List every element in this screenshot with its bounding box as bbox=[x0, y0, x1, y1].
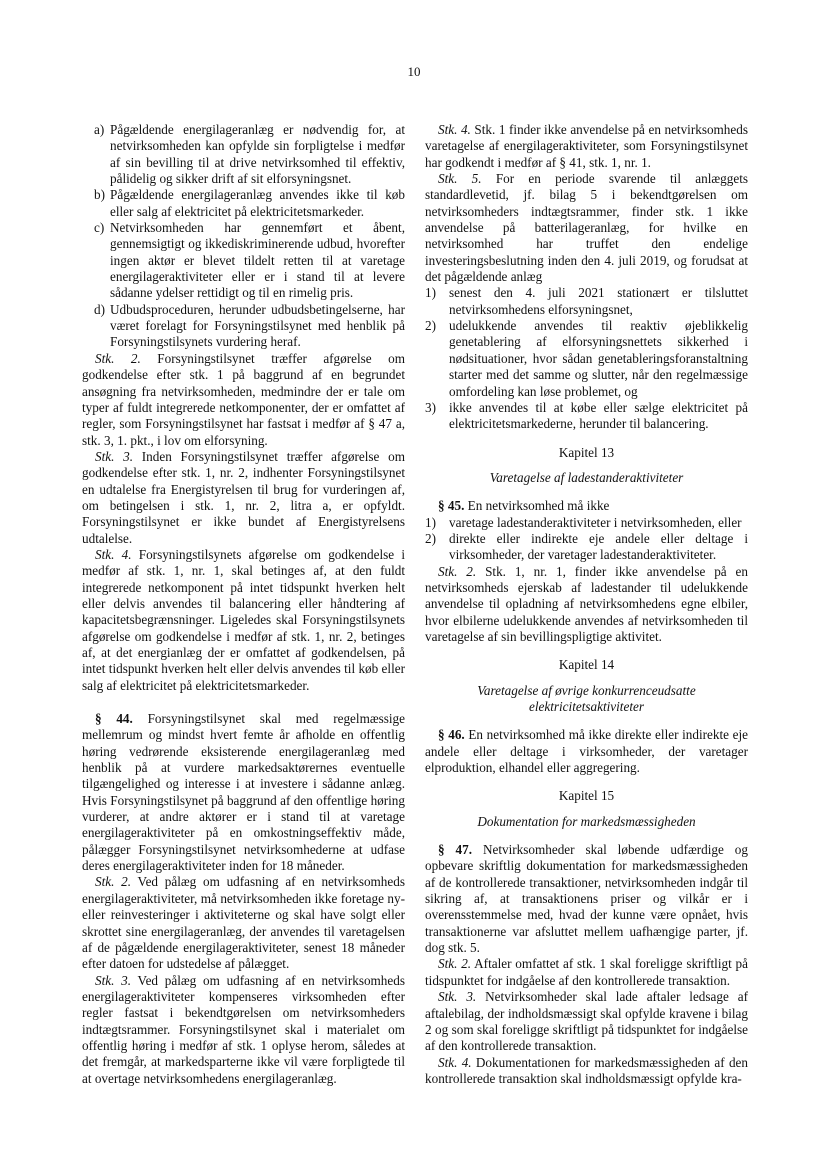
paragraph-text: Forsyningstilsynet skal med regelmæssige mellemrum og mindst hvert femte år afholde en offentlig høring vedrørende eksisterende energilageranlæg med henblik på at vurdere markedsaktørernes eventuelle tilgængelighed og interesse i at investere i sådanne anlæg. Hvis Forsyningstilsynet på baggrund af den offentlige høring vurderer, at andre aktører er i stand til at varetage energilageraktiviteter på en omkostningseffektiv måde, pålægger Forsyningstilsynet netvirksomhederne at udfase deres energilageraktiviteter inden for 18 måneder. bbox=[82, 711, 405, 874]
section-label: § 44. bbox=[95, 711, 133, 727]
list-item-text: Netvirksomheden har gennemført et åbent, gennemsigtigt og ikkediskriminerende udbud, hvorefter ingen aktør er blevet tildelt retten til at varetage energilageraktiviteter eller er i stand til at levere sådanne ydelser rettidigt og til en rimelig pris. bbox=[110, 220, 405, 301]
list-item-2 bbox=[425, 531, 748, 564]
list-marker: 1) bbox=[425, 514, 436, 530]
list-marker: d) bbox=[94, 301, 105, 317]
list-45-items bbox=[425, 515, 748, 564]
paragraph-text: Dokumentationen for markedsmæssigheden af den kontrollerede transaktion skal indholdsmæssigt opfylde kra- bbox=[425, 1054, 748, 1086]
list-item-c bbox=[82, 220, 405, 302]
paragraph-text: For en periode svarende til anlæggets standardlevetid, jf. bilag 5 i bekendtgørelsen om netvirksomheders indtægtsrammer, finder stk. 1 ikke anvendelse på batterilageranlæg, for hvilke en netvirksomhed har truffet den endelige investeringsbeslutning inden den 4. juli 2019, og forudsat at det pågældende anlæg bbox=[425, 171, 748, 285]
stk-label: Stk. 3. bbox=[95, 448, 134, 464]
paragraph-text: En netvirksomhed må ikke direkte eller indirekte eje andele eller deltage i virksomheder, der varetager elproduktion, elhandel eller aggregering. bbox=[425, 727, 749, 776]
list-item-text: Udbudsproceduren, herunder udbudsbetingelserne, har været forelagt for Forsyningstilsynet med henblik på Forsyningstilsynets vurdering heraf. bbox=[110, 301, 405, 350]
paragraph-text: Aftaler omfattet af stk. 1 skal foreligge skriftligt på tidspunktet for indgåelse af den kontrollerede transaktion. bbox=[425, 956, 748, 988]
chapter-14-heading: Kapitel 14 bbox=[558, 657, 615, 673]
paragraph-text: Netvirksomheder skal løbende udfærdige og opbevare skriftlig dokumentation for markedsmæssigheden af de kontrollerede transaktioner, netvirksomheden indgår til sikring af, at transaktionens priser og vilkår er i overensstemmelse med, hvad der kunne være opnået, hvis transaktionerne var afsluttet mellem uafhængige parter, jf. dog stk. 5. bbox=[425, 842, 748, 956]
paragraph-43-stk3 bbox=[82, 449, 405, 547]
right-column bbox=[425, 122, 748, 1087]
paragraph-44-stk5 bbox=[425, 171, 748, 285]
left-column bbox=[82, 122, 405, 1087]
list-marker: 2) bbox=[425, 530, 436, 546]
list-item-d bbox=[82, 302, 405, 351]
paragraph-44-stk4 bbox=[425, 122, 748, 171]
paragraph-text: Ved pålæg om udfasning af en netvirksomheds energilageraktiviteter kompenseres virksomheden efter regler fastsat i bekendtgørelsen om netvirksomheders indtægtsrammer. Forsyningstilsynet skal i materialet om offentlig høring i medfør af stk. 1 oplyse herom, således at det fremgår, at markedsparterne ikke vil være forpligtede til at overtage netvirksomhedens energilageranlæg. bbox=[82, 972, 405, 1086]
chapter-15-title: Dokumentation for markedsmæssigheden bbox=[477, 813, 696, 829]
list-item-a bbox=[82, 122, 405, 187]
paragraph-47-stk2 bbox=[425, 956, 748, 989]
paragraph-43-stk2 bbox=[82, 351, 405, 449]
stk-label: Stk. 4. bbox=[95, 546, 132, 562]
paragraph-text: Stk. 1, nr. 1, finder ikke anvendelse på en netvirksomheds ejerskab af ladestander til udelukkende anvendelse til opladning af netvirksomhedens egne elbiler, hvor elbilerne udelukkende anvendes af netvirksomheden til varetagelse af sin bevillingspligtige aktivitet. bbox=[425, 563, 748, 644]
chapter-13-title: Varetagelse af ladestanderaktiviteter bbox=[489, 469, 684, 485]
chapter-14-title: Varetagelse af øvrige konkurrenceudsatte elektricitetsaktiviteter bbox=[477, 682, 696, 714]
paragraph-text: En netvirksomhed må ikke bbox=[464, 498, 610, 514]
list-letter-items bbox=[82, 122, 405, 351]
paragraph-text: Forsyningstilsynet træffer afgørelse om godkendelse efter stk. 1 på baggrund af en begrundet ansøgning fra netvirksomheden, medmindre der er tale om typer af fuldt integrerede netkomponenter, der er omfattet af regler, som Forsyningstilsynet har fastsat i medfør af § 47 a, stk. 3, 1. pkt., i lov om elforsyning. bbox=[82, 350, 405, 448]
section-44 bbox=[82, 711, 405, 874]
list-item-text: udelukkende anvendes til reaktiv øjeblikkelig genetablering af elforsyningsnettets sikkerhed i nødsituationer, hvor sådan genetableringsforanstaltning starter med det samme og slutter, når den regelmæssige omfordeling kan løse problemet, og bbox=[449, 318, 748, 399]
page-number: 10 bbox=[407, 64, 421, 79]
stk-label: Stk. 2. bbox=[95, 350, 141, 366]
section-label: § 47. bbox=[438, 842, 473, 858]
paragraph-47-stk4 bbox=[425, 1055, 748, 1088]
list-marker: 2) bbox=[425, 318, 436, 334]
list-item-3 bbox=[425, 400, 748, 433]
paragraph-text: Inden Forsyningstilsynet træffer afgørelse om godkendelse efter stk. 1, nr. 2, indhenter Forsyningstilsynet en udtalelse fra Energistyrelsen til brug for vurderingen af, om betingelsen i stk. 1, nr. 2, litra a, er opfyldt. Forsyningstilsynet er ikke bundet af Energistyrelsens udtalelse. bbox=[82, 448, 405, 546]
stk-label: Stk. 3. bbox=[95, 972, 132, 988]
stk-label: Stk. 4. bbox=[438, 1054, 472, 1070]
section-45 bbox=[425, 498, 748, 514]
paragraph-43-stk4 bbox=[82, 547, 405, 694]
paragraph-45-stk2 bbox=[425, 564, 748, 646]
list-item-b bbox=[82, 187, 405, 220]
section-label: § 46. bbox=[438, 727, 465, 743]
stk-label: Stk. 3. bbox=[438, 989, 477, 1005]
list-stk5-items bbox=[425, 285, 748, 432]
section-label: § 45. bbox=[438, 498, 465, 514]
stk-label: Stk. 2. bbox=[438, 563, 477, 579]
list-item-text: Pågældende energilageranlæg er nødvendig for, at netvirksomheden kan opfylde sin forpligtelse i medfør af sin bevilling til at drive netvirksomhed til effektiv, pålidelig og sikker drift af sit elforsyningsnet. bbox=[110, 122, 405, 187]
paragraph-text: Stk. 1 finder ikke anvendelse på en netvirksomheds varetagelse af energilageraktiviteter, som Forsyningstilsynet har godkendt i medfør af § 41, stk. 1, nr. 1. bbox=[425, 122, 748, 170]
list-item-2 bbox=[425, 318, 748, 400]
list-item-text: Pågældende energilageranlæg anvendes ikke til køb eller salg af elektricitet på elektricitetsmarkeder. bbox=[110, 187, 405, 219]
chapter-13-heading: Kapitel 13 bbox=[558, 444, 615, 460]
paragraph-47-stk3 bbox=[425, 989, 748, 1054]
list-item-text: direkte eller indirekte eje andele eller deltage i virksomheder, der varetager ladestanderaktiviteter. bbox=[449, 530, 748, 563]
list-marker: 1) bbox=[425, 285, 436, 301]
list-item-1 bbox=[425, 285, 748, 318]
section-47 bbox=[425, 842, 748, 956]
list-marker: a) bbox=[94, 122, 105, 137]
section-46 bbox=[425, 727, 748, 776]
list-item-text: ikke anvendes til at købe eller sælge elektricitet på elektricitetsmarkederne, herunder til balancering. bbox=[449, 399, 748, 432]
list-marker: c) bbox=[94, 220, 105, 236]
paragraph-44-stk3 bbox=[82, 973, 405, 1087]
stk-label: Stk. 2. bbox=[95, 874, 132, 890]
list-marker: 3) bbox=[425, 399, 436, 415]
paragraph-text: Ved pålæg om udfasning af en netvirksomheds energilageraktiviteter, må netvirksomheden ikke foretage ny- eller reinvesteringer i aktiviteterne og skal have solgt eller skrottet sine energilageranlæg, der anvendes til varetagelsen af de pågældende energilageraktiviteter, senest 18 måneder efter datoen for udstedelse af pålægget. bbox=[82, 874, 405, 972]
list-item-text: varetage ladestanderaktiviteter i netvirksomheden, eller bbox=[449, 514, 742, 530]
stk-label: Stk. 4. bbox=[438, 122, 471, 137]
paragraph-text: Forsyningstilsynets afgørelse om godkendelse i medfør af stk. 1, nr. 1, skal betinges af, at den fuldt integrerede netkomponent på intet tidspunkt hverken helt eller delvis anvendes til balancering eller håndtering af kapacitetsbegrænsninger. Ligeledes skal Forsyningstilsynets afgørelse om godkendelse i medfør af stk. 1, nr. 2, betinges af, at det energianlæg der er omfattet af godkendelsen, på intet tidspunkt hverken helt eller delvis anvendes til køb eller salg af elektricitet på elektricitetsmarkeder. bbox=[82, 546, 405, 693]
stk-label: Stk. 2. bbox=[438, 956, 472, 972]
stk-label: Stk. 5. bbox=[438, 171, 482, 187]
list-marker: b) bbox=[94, 187, 105, 203]
list-item-1 bbox=[425, 515, 748, 531]
chapter-15-heading: Kapitel 15 bbox=[558, 788, 615, 804]
paragraph-text: Netvirksomheder skal lade aftaler ledsage af aftalebilag, der indholdsmæssigt skal opfylde kravene i bilag 2 og som skal foreligge skriftligt på tidspunktet for indgåelse af den kontrollerede transaktion. bbox=[425, 989, 748, 1054]
paragraph-44-stk2 bbox=[82, 874, 405, 972]
list-item-text: senest den 4. juli 2021 stationært er tilsluttet netvirksomhedens elforsyningsnet, bbox=[449, 285, 748, 317]
